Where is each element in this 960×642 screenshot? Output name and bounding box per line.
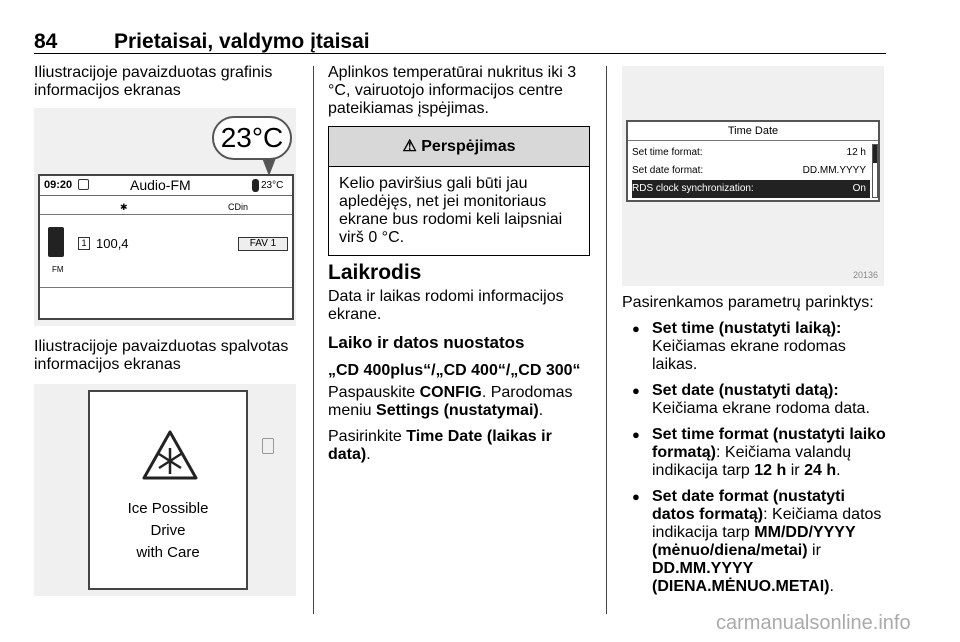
temperature-bubble: 23°C bbox=[212, 116, 292, 160]
item-text: : Keičiama valandų indikacija tarp bbox=[652, 444, 852, 479]
config-key: CONFIG bbox=[419, 384, 482, 401]
page-number: 84 bbox=[34, 30, 58, 53]
text: Paspauskite bbox=[328, 384, 420, 401]
column-2 bbox=[328, 64, 596, 118]
column-3 bbox=[622, 294, 890, 604]
time-date-figure bbox=[622, 66, 884, 286]
thermometer-icon bbox=[252, 179, 259, 192]
time-date-screen bbox=[626, 120, 880, 202]
page-title: Prietaisai, valdymo įtaisai bbox=[114, 30, 370, 53]
item-text: Keičiama ekrane rodoma data. bbox=[652, 400, 870, 417]
text: . bbox=[538, 402, 544, 419]
temperature-intro: Aplinkos temperatūrai nukritus iki 3 °C, vairuotojo informacijos centre pateikiamas įspėjimas. bbox=[328, 64, 577, 117]
screen-title: Time Date bbox=[727, 125, 779, 137]
display-radio-area bbox=[40, 214, 292, 288]
item-term: Set date (nustatyti datą): bbox=[652, 382, 839, 399]
options-list bbox=[622, 320, 890, 596]
config-paragraph bbox=[328, 384, 596, 420]
section-heading: Laikrodis bbox=[328, 261, 422, 284]
scrollbar bbox=[872, 144, 878, 198]
preset-number: 1 bbox=[78, 237, 90, 250]
warning-box bbox=[328, 126, 590, 256]
text: . bbox=[366, 446, 371, 463]
page-header bbox=[34, 30, 886, 54]
row-label: Set date format: bbox=[632, 165, 704, 176]
list-item bbox=[622, 320, 890, 374]
band-label: FM bbox=[52, 265, 64, 274]
color-display-figure bbox=[34, 384, 296, 596]
row-label: Set time format: bbox=[632, 147, 703, 158]
time-date-menu: Time Date (laikas ir data) bbox=[328, 428, 552, 463]
menu-row bbox=[632, 144, 870, 162]
page-icon bbox=[262, 438, 274, 454]
column-1-second bbox=[34, 338, 296, 374]
settings-menu: Settings (nustatymai) bbox=[376, 402, 539, 419]
bluetooth-icon: ✱ bbox=[120, 202, 128, 212]
item-text: Keičiamas ekrane rodomas laikas. bbox=[652, 338, 846, 373]
item-text: ir bbox=[807, 542, 821, 559]
fav-label: FAV 1 bbox=[238, 237, 288, 251]
item-term: 24 h bbox=[804, 462, 837, 479]
display-status-bar bbox=[40, 176, 292, 196]
warning-header bbox=[329, 127, 589, 167]
item-text: : Keičiama datos indikacija tarp bbox=[652, 506, 882, 541]
item-term: Set time format (nustatyti laiko formatą) bbox=[652, 426, 886, 461]
item-text: . bbox=[829, 578, 834, 595]
text: Pasirinkite bbox=[328, 428, 407, 445]
list-item bbox=[622, 488, 890, 596]
display-time: 09:20 bbox=[44, 179, 73, 191]
warning-triangle-icon: ⚠ bbox=[402, 138, 417, 155]
divider bbox=[628, 140, 878, 141]
menu-row-selected bbox=[632, 180, 870, 198]
radio-frequency: 100,4 bbox=[96, 236, 129, 251]
list-item bbox=[622, 426, 890, 480]
ice-warning-icon bbox=[142, 430, 198, 482]
graphic-display-figure bbox=[34, 108, 296, 326]
menu-row bbox=[632, 162, 870, 180]
column-1 bbox=[34, 64, 296, 100]
item-term: DD.MM.YYYY (DIENA.MĖNUO.METAI) bbox=[652, 560, 830, 595]
options-intro: Pasirenkamos parametrų parinktys: bbox=[622, 294, 874, 311]
item-term: Set date format (nustatyti datos formatą) bbox=[652, 488, 845, 523]
warning-line-3: with Care bbox=[136, 544, 200, 561]
scrollbar-thumb bbox=[873, 145, 877, 163]
warning-title: Perspėjimas bbox=[421, 138, 516, 155]
select-paragraph bbox=[328, 428, 596, 464]
column-divider bbox=[313, 66, 314, 614]
ice-warning-screen bbox=[88, 390, 248, 590]
item-text: . bbox=[836, 462, 841, 479]
item-term: MM/DD/YYYY (mėnuo/diena/metai) bbox=[652, 524, 856, 559]
cdin-label: CDin bbox=[228, 202, 249, 212]
warning-text: Kelio paviršius gali būti jau apledėjęs, net jei monitoriaus ekrane bus rodomi keli laipsniai virš 0 °C. bbox=[339, 175, 563, 246]
display-temperature: 23°C bbox=[261, 180, 284, 191]
row-label: RDS clock synchronization: bbox=[632, 183, 754, 194]
watermark[interactable]: carmanualsonline.info bbox=[716, 612, 911, 634]
clock-text: Data ir laikas rodomi informacijos ekrane. bbox=[328, 288, 564, 323]
warning-line-1: Ice Possible bbox=[127, 500, 209, 517]
figure-code: 20136 bbox=[852, 270, 878, 280]
warning-line-2: Drive bbox=[150, 522, 186, 539]
item-term: Set time (nustatyti laiką): bbox=[652, 320, 842, 337]
subsection-heading: Laiko ir datos nuostatos bbox=[328, 333, 525, 352]
list-item bbox=[622, 382, 890, 418]
antenna-icon bbox=[48, 227, 64, 257]
caption-graphic-display: Iliustracijoje pavaizduotas grafinis informacijos ekranas bbox=[34, 64, 273, 99]
row-value: On bbox=[852, 183, 866, 194]
info-display-screen bbox=[38, 174, 294, 320]
models-heading: „CD 400plus“/„CD 400“/„CD 300“ bbox=[328, 362, 581, 379]
rds-icon bbox=[78, 179, 89, 190]
item-term: 12 h bbox=[754, 462, 787, 479]
row-value: DD.MM.YYYY bbox=[802, 165, 866, 176]
item-text: ir bbox=[786, 462, 805, 479]
caption-color-display: Iliustracijoje pavaizduotas spalvotas informacijos ekranas bbox=[34, 338, 289, 373]
column-divider bbox=[606, 66, 607, 614]
text: . Parodomas meniu bbox=[328, 384, 573, 419]
row-value: 12 h bbox=[846, 147, 866, 158]
audio-source: Audio-FM bbox=[130, 177, 191, 193]
clock-section bbox=[328, 261, 596, 464]
